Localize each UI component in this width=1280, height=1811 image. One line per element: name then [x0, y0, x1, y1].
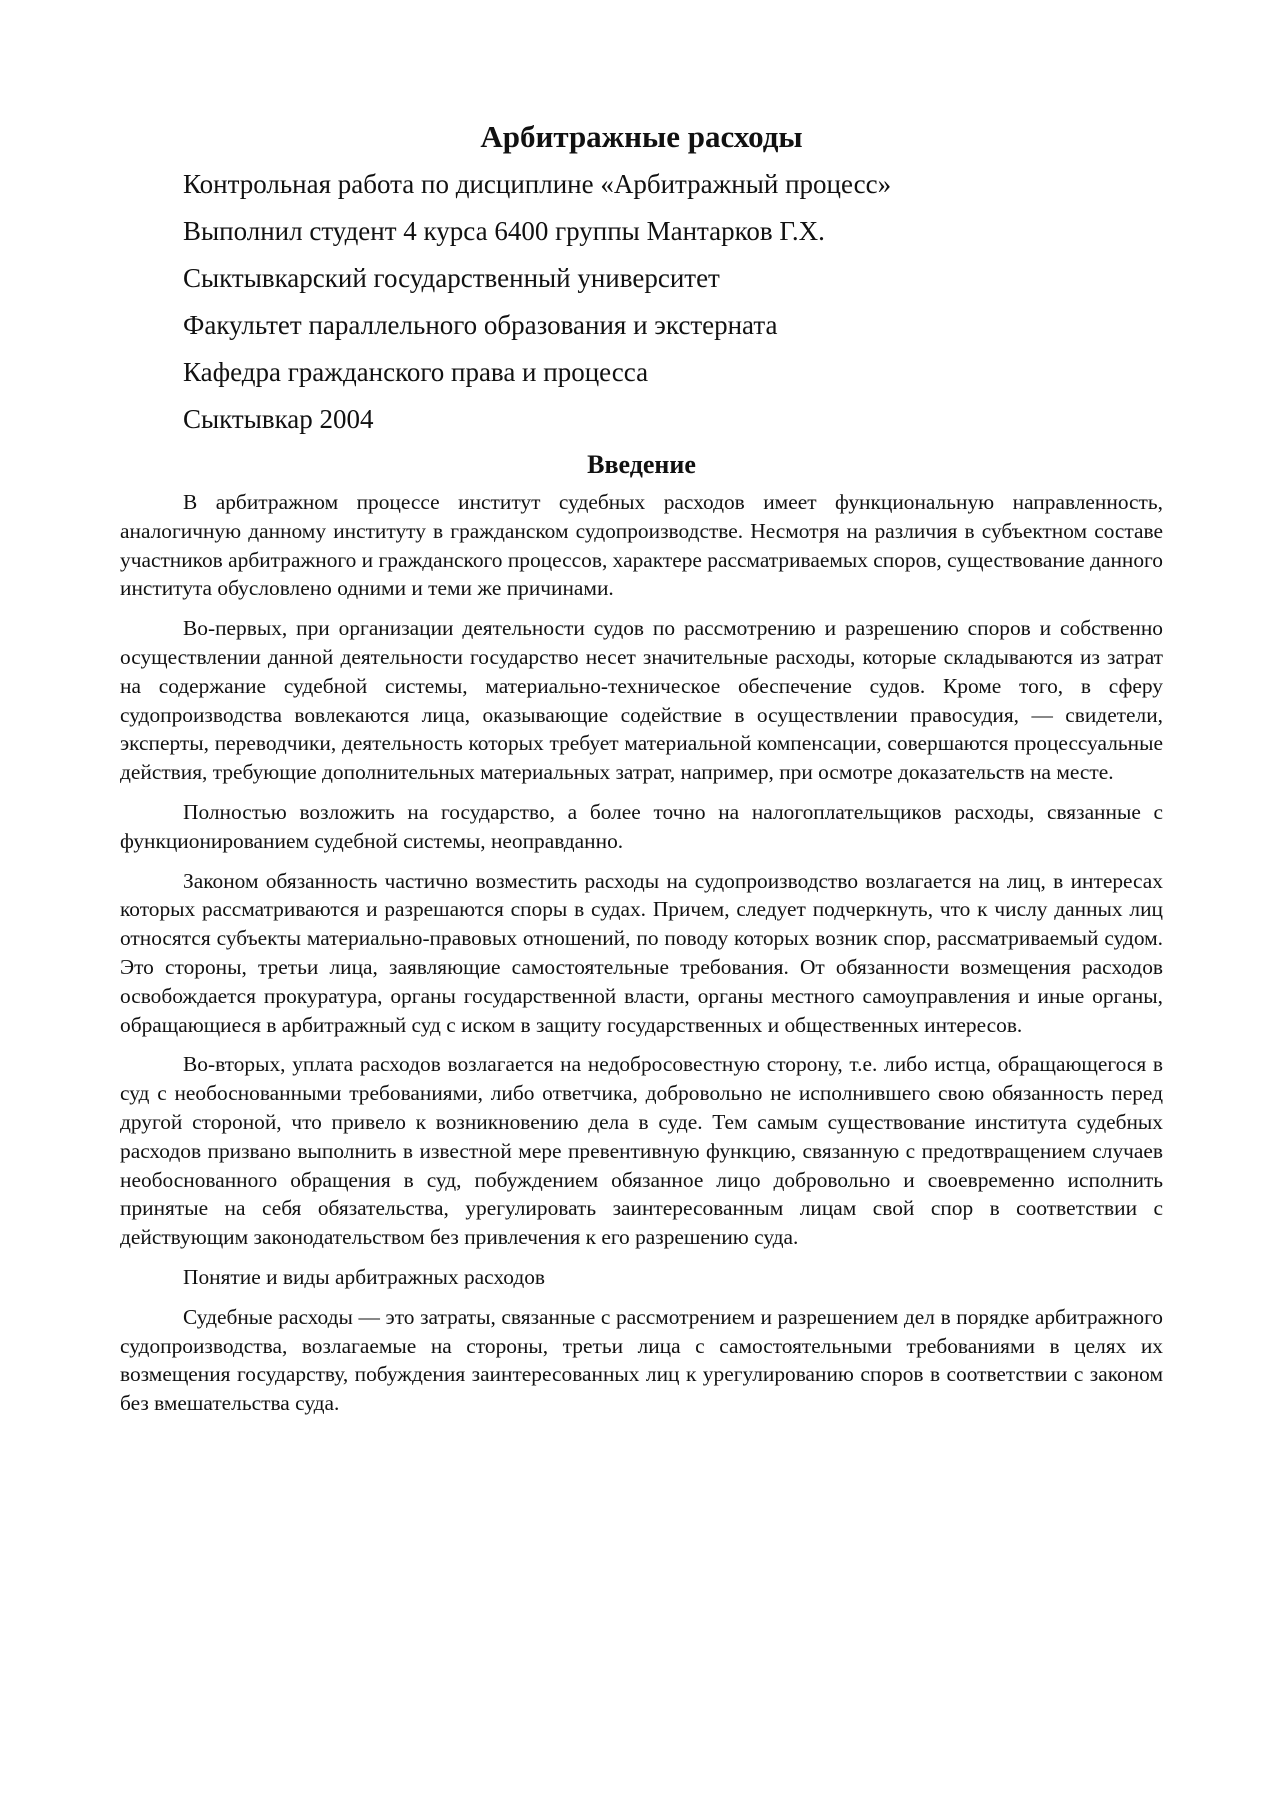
section-title-introduction: Введение — [587, 450, 696, 479]
paragraph: В арбитражном процессе институт судебных расходов имеет функциональную направленность, аналогичную данному институту в гражданском судопроизводстве. Несмотря на различия в субъектном составе участников арбитражного и гражданского процессов, характере рассматриваемых споров, существование данного института обусловлено одними и теми же причинами. — [120, 490, 1163, 601]
paragraph: Полностью возложить на государство, а более точно на налогоплательщиков расходы, связанные с функционированием судебной системы, неоправданно. — [120, 799, 1163, 853]
paragraph: Законом обязанность частично возместить расходы на судопроизводство возлагается на лиц, в интересах которых рассматриваются и разрешаются споры в судах. Причем, следует подчеркнуть, что к числу данных лиц относятся субъекты материально-правовых отношений, по поводу которых возник спор, рассматриваемый судом. Это стороны, третьи лица, заявляющие самостоятельные требования. От обязанности возмещения расходов освобождается прокуратура, органы государственной власти, органы местного самоуправления и иные органы, обращающиеся в арбитражный суд с иском в защиту государственных и общественных интересов. — [120, 868, 1163, 1037]
document-page — [120, 118, 1163, 1429]
university-line: Сыктывкарский государственный университет — [183, 263, 720, 293]
document-title: Арбитражные расходы — [480, 119, 803, 154]
city-year-line: Сыктывкар 2004 — [183, 404, 374, 434]
department-line: Кафедра гражданского права и процесса — [183, 357, 649, 387]
course-line: Контрольная работа по дисциплине «Арбитражный процесс» — [183, 169, 892, 199]
faculty-line: Факультет параллельного образования и экстерната — [183, 310, 778, 340]
paragraph: Судебные расходы — это затраты, связанные с рассмотрением и разрешением дел в порядке арбитражного судопроизводства, возлагаемые на стороны, третьи лица с самостоятельными требованиями в целях их возмещения государству, побуждения заинтересованных лиц к урегулированию споров в соответствии с законом без вмешательства суда. — [120, 1304, 1163, 1416]
subheading: Понятие и виды арбитражных расходов — [183, 1264, 546, 1289]
author-line: Выполнил студент 4 курса 6400 группы Мантарков Г.Х. — [183, 216, 825, 246]
paragraph: Во-первых, при организации деятельности судов по рассмотрению и разрешению споров и собственно осуществлении данной деятельности государство несет значительные расходы, которые складываются из затрат на содержание судебной системы, материально-техническое обеспечение судов. Кроме того, в сферу судопроизводства вовлекаются лица, оказывающие содействие в осуществлении правосудия, — свидетели, эксперты, переводчики, деятельность которых требует материальной компенсации, совершаются процессуальные действия, требующие дополнительных материальных затрат, например, при осмотре доказательств на месте. — [120, 616, 1163, 785]
title-block — [120, 166, 1163, 438]
paragraph: Во-вторых, уплата расходов возлагается на недобросовестную сторону, т.е. либо истца, обращающегося в суд с необоснованными требованиями, либо ответчика, добровольно не исполнившего свою обязанность перед другой стороной, что привело к возникновению дела в суде. Тем самым существование института судебных расходов призвано выполнить в известной мере превентивную функцию, связанную с предотвращением случаев необоснованного обращения в суд, побуждением обязанное лицо добровольно и своевременно исполнить принятые на себя обязательства, урегулировать заинтересованным лицам свой спор в соответствии с действующим законодательством без привлечения к его разрешению суда. — [120, 1052, 1163, 1250]
